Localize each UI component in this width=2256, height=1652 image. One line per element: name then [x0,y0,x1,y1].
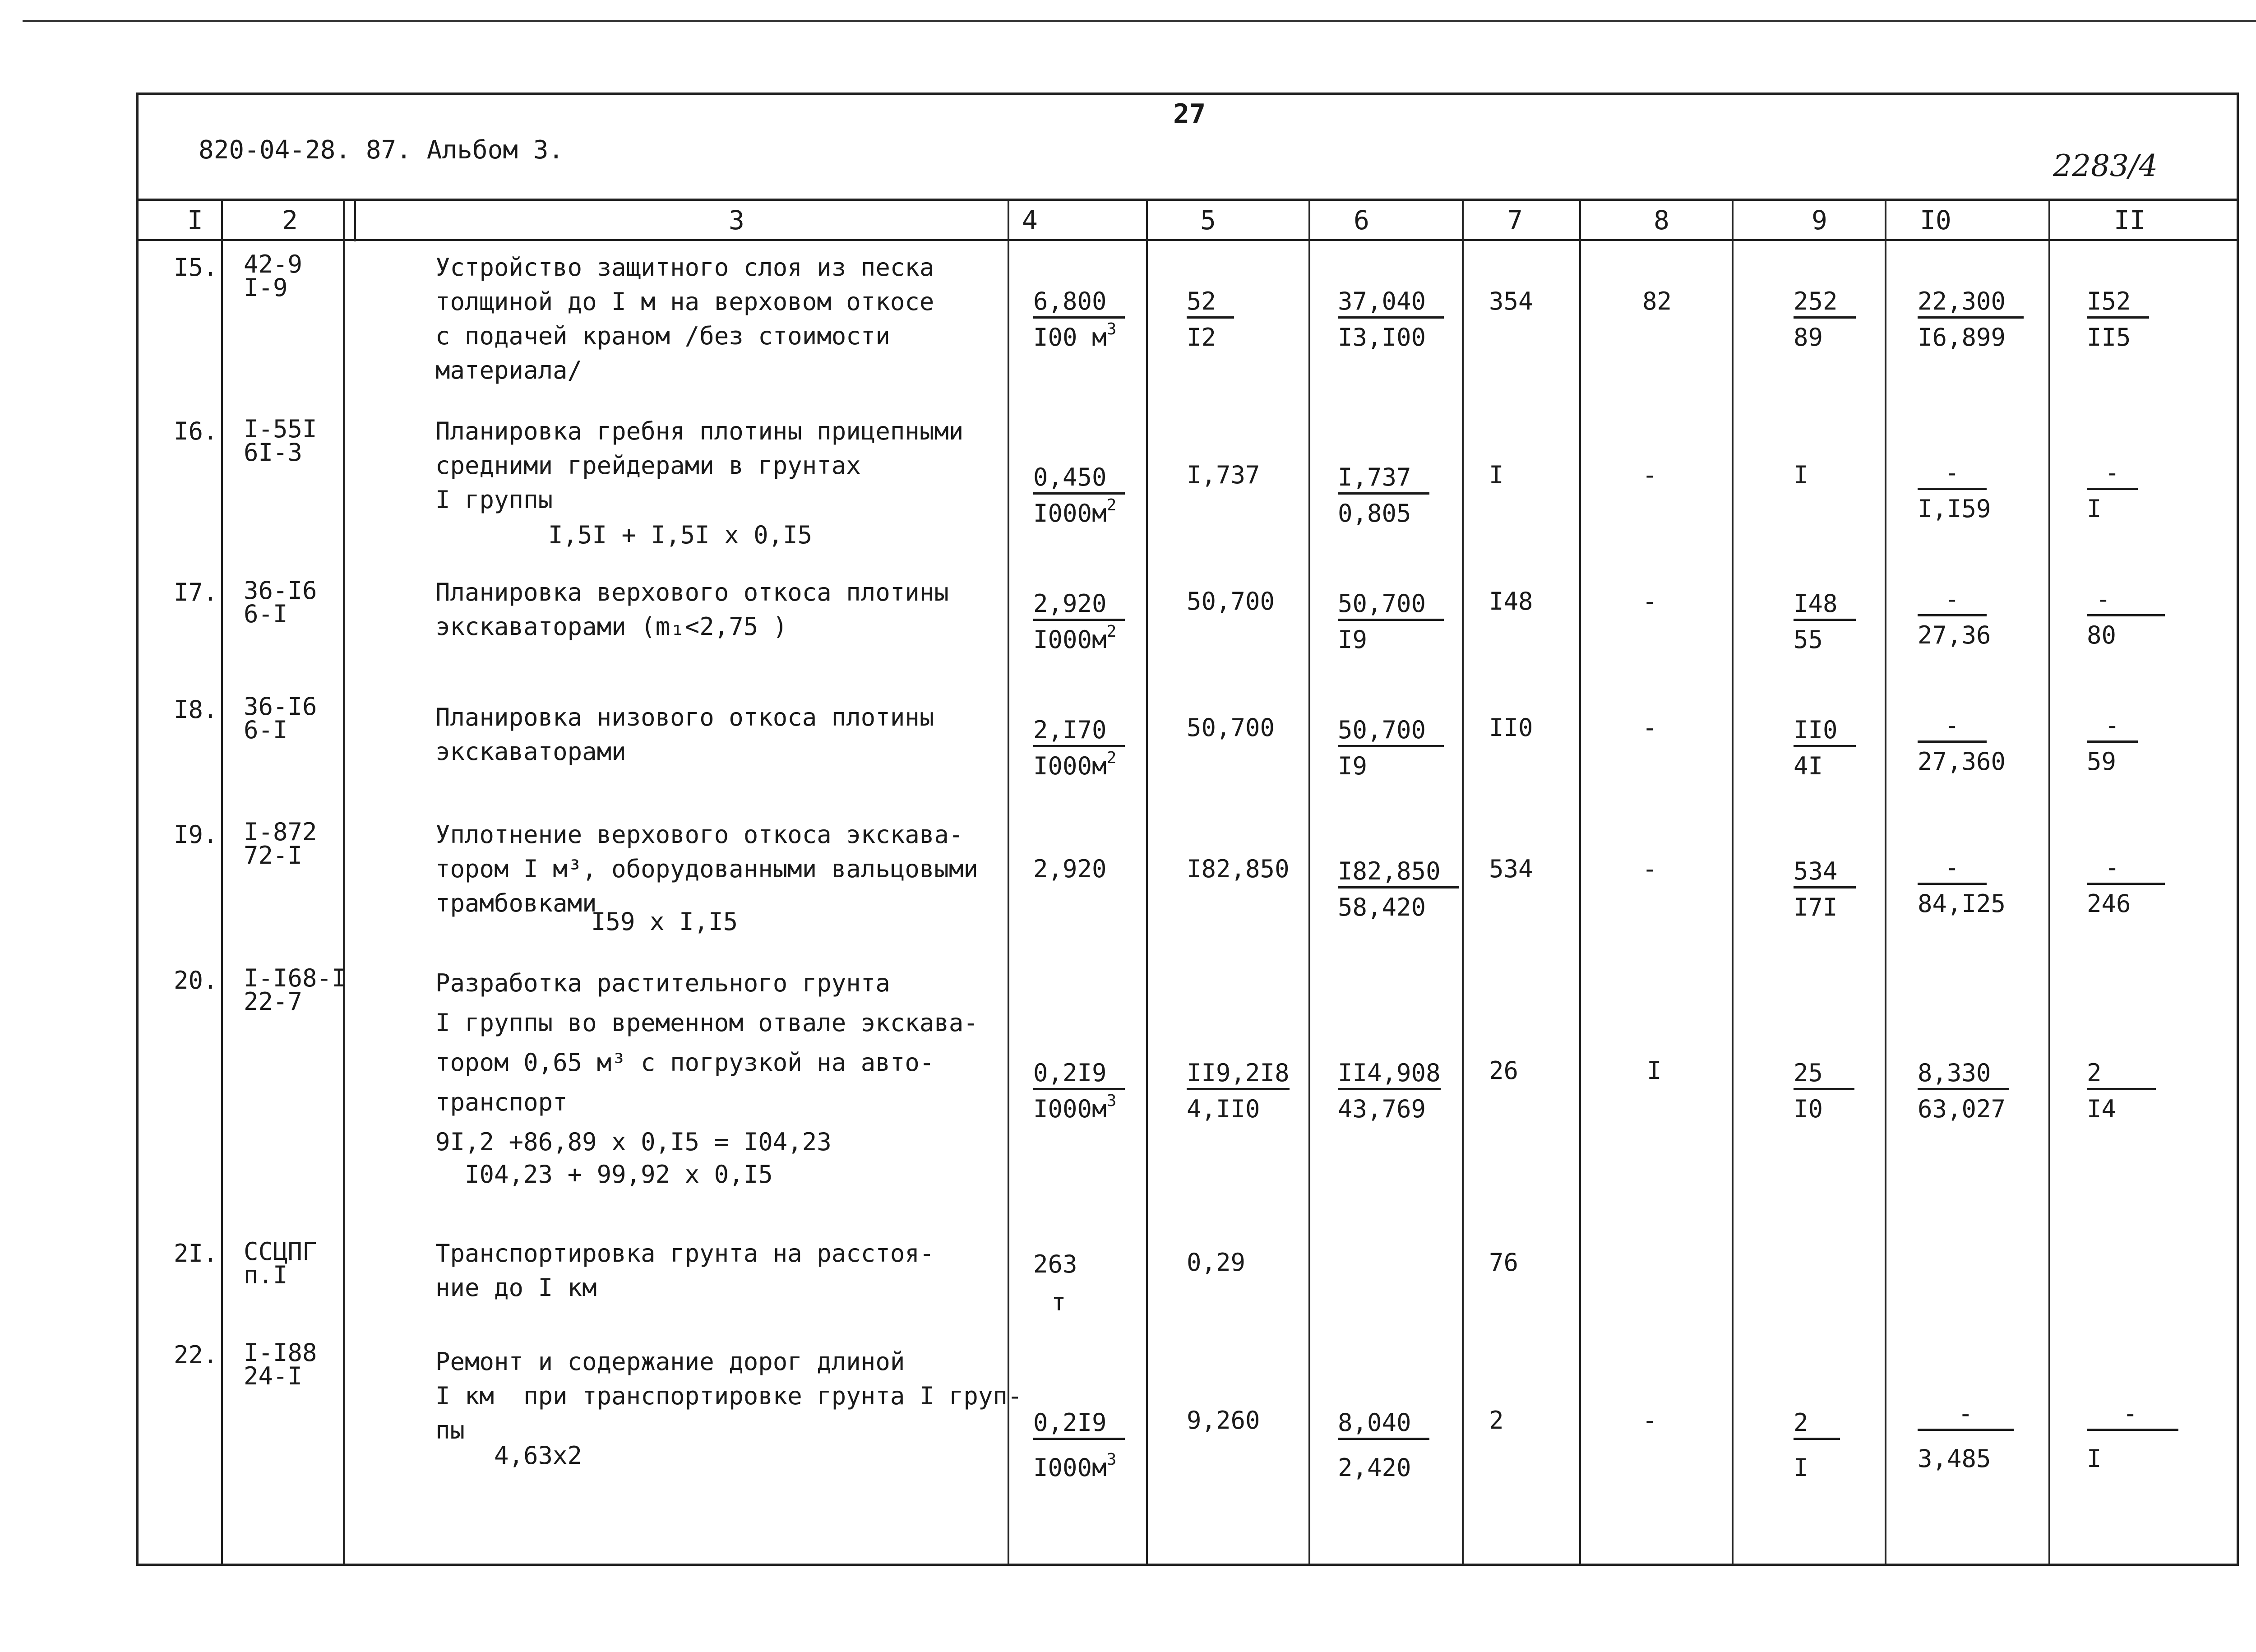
norm-code: 36-I6 6-I [244,692,317,744]
col4-value: 263 т [1033,1250,1077,1316]
row-number: I9. [174,820,218,849]
norm-code: I-55I 6I-3 [244,415,317,467]
calc-formula: 4,63x2 [494,1441,582,1470]
calc-formula: I04,23 + 99,92 x 0,I5 [465,1160,773,1189]
col6-fraction: $\frac{I,737}{0,805}$ [1338,460,1429,531]
col7-value: 354 [1489,287,1533,315]
col10-fraction: - 3,485 [1918,1397,2014,1476]
col9-fraction: $\frac{25}{I0}$ [1794,1056,1854,1126]
col6-fraction: $\frac{50,700}{I9}$ [1338,713,1444,783]
col7-value: 26 [1489,1056,1519,1085]
grid-line [1308,199,1310,1566]
page-number: 27 [1173,98,1206,130]
quantity-fraction: 2,I70 $I000м^2$ [1033,713,1125,783]
quantity-fraction: 6,800 I00 $м^3$ [1033,284,1125,355]
col8-value: I [1647,1056,1662,1085]
column-number: I0 [1920,205,1951,236]
grid-line [221,199,223,1566]
col11-fraction: $\frac{I52}{II5}$ [2087,284,2149,355]
col7-value: 534 [1489,855,1533,883]
col5-value: 0,29 [1187,1248,1246,1277]
column-number: II [2114,205,2145,236]
col5-fraction: $\frac{52}{I2}$ [1187,284,1234,355]
col8-value: - [1642,713,1657,742]
col4-value: 2,920 [1033,855,1107,883]
scan-edge-top [23,20,2256,22]
grid-line [343,199,345,1566]
col6-fraction: $\frac{8,040}{2,420}$ [1338,1406,1429,1485]
col8-value: - [1642,587,1657,615]
grid-line [1579,199,1581,1566]
norm-code: I-I68-I 22-7 [244,964,347,1016]
col5-value: 9,260 [1187,1406,1260,1435]
column-number-divider [136,239,2239,241]
row-number: I6. [174,417,218,445]
column-number: I [187,205,203,236]
col6-fraction: $\frac{I82,850}{58,420}$ [1338,854,1459,925]
col5-fraction: $\frac{II9,2I8}{4,II0}$ [1187,1059,1290,1123]
column-number: 9 [1812,205,1827,236]
grid-line [1146,199,1148,1566]
quantity-fraction: 0,2I9 $I000м^3$ [1033,1406,1125,1485]
quantity-fraction: 2,920 $I000м^2$ [1033,587,1125,657]
work-description: Уплотнение верхового откоса экскава- тором I м³, оборудованными вальцовыми трамбовками [435,820,978,917]
col5-value: I,737 [1187,461,1260,489]
grid-line [1732,199,1734,1566]
col11-fraction: $\frac{2}{I4}$ [2087,1056,2156,1126]
document-code: 820-04-28. 87. Альбом 3. [199,135,564,165]
col9-fraction: $\frac{2}{I}$ [1794,1406,1840,1485]
col9-fraction: $\frac{II0}{4I}$ [1794,713,1856,783]
work-description: Транспортировка грунта на расстоя- ние до I км [435,1239,934,1302]
grid-line [2048,199,2050,1566]
col9-value: I [1794,461,1808,489]
grid-line [354,199,356,241]
col9-fraction: $\frac{252}{89}$ [1794,284,1856,355]
calc-formula: I,5I + I,5I x 0,I5 [548,521,813,549]
col8-value: - [1642,855,1657,883]
row-number: 22. [174,1341,218,1369]
col7-value: I [1489,461,1504,489]
norm-code: 36-I6 6-I [244,576,317,628]
row-number: I5. [174,253,218,282]
col8-value: - [1642,1406,1657,1435]
row-number: 20. [174,966,218,995]
col5-value: I82,850 [1187,855,1290,883]
col11-fraction: - 59 [2087,708,2138,779]
quantity-fraction: 0,450 $I000м^2$ [1033,460,1125,531]
col7-value: I48 [1489,587,1533,615]
norm-code: 42-9 I-9 [244,250,303,302]
work-description: Планировка низового откоса плотины экскаваторами [435,703,934,766]
col5-value: 50,700 [1187,713,1275,742]
column-number: 7 [1507,205,1523,236]
col10-fraction: $\frac{8,330}{63,027}$ [1918,1056,2009,1126]
norm-code: I-I88 24-I [244,1338,317,1390]
grid-line [1462,199,1464,1566]
column-number: 2 [282,205,298,236]
norm-code: I-872 72-I [244,818,317,870]
col10-fraction: $\frac{22,300}{I6,899}$ [1918,284,2024,355]
work-description: Разработка растительного грунта I группы во временном отвале экскава- тором 0,65 м³ с погрузкой на авто- транспорт 9I,2 +86,89 x 0,I5 = I04,23 [435,969,978,1156]
col10-fraction: - 84,I25 [1918,853,2006,918]
col11-fraction: - I [2087,456,2138,526]
work-description: Ремонт и содержание дорог длиной I км при транспортировке грунта I груп- пы [435,1347,1022,1444]
col8-value: - [1642,461,1657,489]
col5-value: 50,700 [1187,587,1275,615]
norm-code: ССЦПГ п.I [244,1237,317,1289]
col6-fraction: $\frac{II4,908}{43,769}$ [1338,1059,1441,1123]
work-description: Планировка верхового откоса плотины экскаваторами (m₁<2,75 ) [435,578,949,641]
col9-fraction: $\frac{534}{I7I}$ [1794,854,1856,925]
work-description: Планировка гребня плотины прицепными средними грейдерами в грунтах I группы [435,417,964,514]
album-mark: 2283/4 [2053,148,2158,183]
col7-value: 76 [1489,1248,1519,1277]
work-description: Устройство защитного слоя из песка толщиной до I м на верховом откосе с подачей краном /без стоимости материала/ [435,253,934,384]
col11-fraction: - 80 [2087,582,2165,652]
quantity-fraction: 0,2I9 $I000м^3$ [1033,1056,1125,1126]
col11-fraction: - I [2087,1397,2178,1476]
col8-value: 82 [1642,287,1672,315]
row-number: I7. [174,578,218,606]
col11-fraction: - 246 [2087,851,2165,921]
col6-fraction: $\frac{50,700}{I9}$ [1338,587,1444,657]
col6-fraction: $\frac{37,040}{I3,I00}$ [1338,284,1444,355]
column-number: 3 [729,205,744,236]
column-number: 5 [1200,205,1216,236]
column-number: 8 [1654,205,1669,236]
col7-value: 2 [1489,1406,1504,1435]
column-number: 6 [1354,205,1369,236]
col10-fraction: - I,I59 [1918,458,1991,523]
row-number: 2I. [174,1239,218,1268]
col9-fraction: $\frac{I48}{55}$ [1794,587,1856,657]
calc-formula: I59 x I,I5 [591,907,738,936]
col10-fraction: - 27,360 [1918,711,2006,776]
col10-fraction: - 27,36 [1918,585,1991,649]
column-number: 4 [1022,205,1038,236]
header-divider [136,199,2239,201]
row-number: I8. [174,695,218,724]
grid-line [1885,199,1886,1566]
col7-value: II0 [1489,713,1533,742]
